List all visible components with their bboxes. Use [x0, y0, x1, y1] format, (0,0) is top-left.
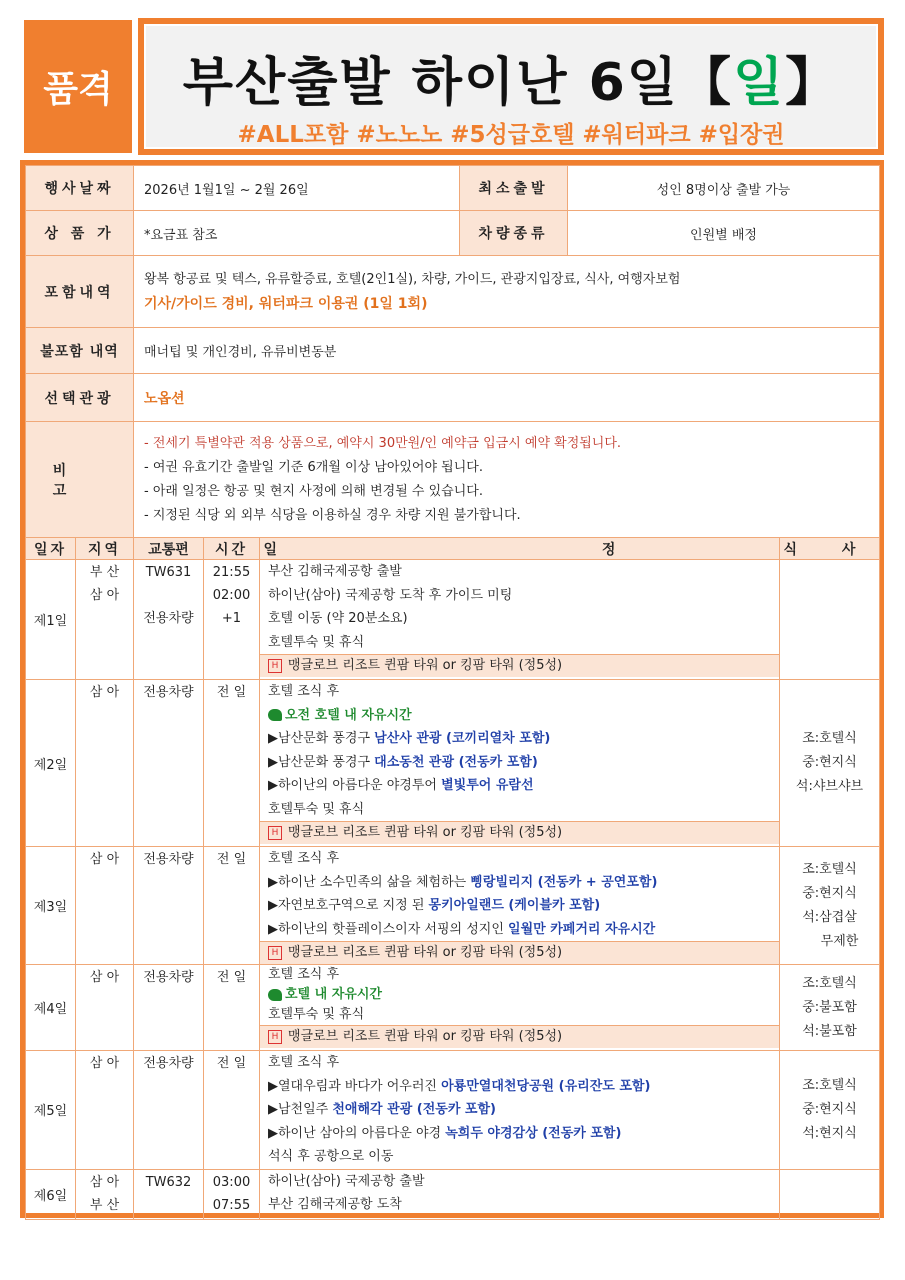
schedule-row-day1: [26, 560, 880, 680]
col-header-meal: 식 사: [780, 538, 880, 560]
notes-label: 비 고: [26, 422, 134, 538]
grade-badge-text: 품격: [43, 69, 113, 110]
included-extra-line: 기사/가이드 경비, 워터파크 이용권 (1일 1회): [144, 295, 428, 312]
note-line: - 지정된 식당 외 외부 식당을 이용하실 경우 차량 지원 불가합니다.: [144, 507, 521, 523]
time-cell: 전 일: [204, 847, 260, 965]
min-departure-value: 성인 8명이상 출발 가능: [568, 166, 880, 211]
leaf-icon: [268, 709, 282, 721]
schedule-table: [25, 537, 880, 1220]
region-cell: 삼 아: [76, 1051, 134, 1170]
col-header-region: 지역: [76, 538, 134, 560]
col-header-transport: 교통편: [134, 538, 204, 560]
product-info-table: [25, 165, 880, 538]
hotel-row: H 맹글로브 리조트 퀸팜 타워 or 킹팜 타워 (정5성): [260, 654, 779, 677]
vehicle-value: 인원별 배정: [568, 211, 880, 256]
schedule-row-day6: [26, 1169, 880, 1219]
day-label: 제5일: [26, 1051, 76, 1170]
hotel-icon: H: [268, 659, 282, 673]
transport-cell: TW632: [134, 1169, 204, 1219]
day-label: 제1일: [26, 560, 76, 680]
col-header-schedule: 일 정: [260, 538, 780, 560]
region-cell: 삼 아 부 산: [76, 1169, 134, 1219]
schedule-row-day5: [26, 1051, 880, 1170]
itinerary-sheet: [20, 160, 884, 1218]
notes-value: [134, 422, 880, 538]
meal-cell: 조:호텔식 중:현지식 석:삼겹살 무제한: [780, 847, 880, 965]
transport-cell: TW631 전용차량: [134, 560, 204, 680]
hotel-icon: H: [268, 1030, 282, 1044]
optional-tour-label: 선택관광: [26, 374, 134, 422]
itinerary-cell: 호텔 조식 후 ▶열대우림과 바다가 어우러진 아룡만열대천당공원 (유리잔도 포함) ▶남천일주 천애해각 관광 (전동카 포함) ▶하이난 삼아의 아름다운 야경 녹희두 야경감상 (전동카 포함) 석식 후 공항으로 이동: [260, 1051, 780, 1170]
title-highlight: 일: [733, 53, 786, 113]
date-value: 2026년 1월1일 ~ 2월 26일: [134, 166, 460, 211]
note-line: - 여권 유효기간 출발일 기준 6개월 이상 남아있어야 됩니다.: [144, 459, 483, 475]
day-label: 제2일: [26, 680, 76, 847]
hotel-icon: H: [268, 826, 282, 840]
itinerary-cell: 호텔 조식 후 오전 호텔 내 자유시간 ▶남산문화 풍경구 남산사 관광 (코끼리열차 포함) ▶남산문화 풍경구 대소동천 관광 (전동카 포함) ▶하이난의 아름다운 야경투어 별빛투어 유람선 호텔투숙 및 휴식 H 맹글로브 리조트 퀸팜 타워 or 킹팜 타워 (정5성): [260, 680, 780, 847]
schedule-row-day2: [26, 680, 880, 847]
time-cell: 전 일: [204, 1051, 260, 1170]
itinerary-cell: 호텔 조식 후 호텔 내 자유시간 호텔투숙 및 휴식 H 맹글로브 리조트 퀸팜 타워 or 킹팜 타워 (정5성): [260, 965, 780, 1051]
time-cell: 전 일: [204, 965, 260, 1051]
time-cell: 전 일: [204, 680, 260, 847]
meal-cell: 조:호텔식 중:불포함 석:불포함: [780, 965, 880, 1051]
leaf-icon: [268, 989, 282, 1001]
itinerary-cell: 부산 김해국제공항 출발 하이난(삼아) 국제공항 도착 후 가이드 미팅 호텔 이동 (약 20분소요) 호텔투숙 및 휴식 H 맹글로브 리조트 퀸팜 타워 or 킹팜 타워 (정5성): [260, 560, 780, 680]
meal-cell: [780, 560, 880, 680]
price-label: 상 품 가: [26, 211, 134, 256]
time-cell: 21:55 02:00 +1: [204, 560, 260, 680]
hotel-row: H 맹글로브 리조트 퀸팜 타워 or 킹팜 타워 (정5성): [260, 821, 779, 844]
included-label: 포함내역: [26, 256, 134, 328]
excluded-label: 불포함 내역: [26, 328, 134, 374]
day-label: 제4일: [26, 965, 76, 1051]
region-cell: 부 산 삼 아: [76, 560, 134, 680]
hotel-row: H 맹글로브 리조트 퀸팜 타워 or 킹팜 타워 (정5성): [260, 941, 779, 964]
vehicle-label: 차량종류: [460, 211, 568, 256]
included-value: [134, 256, 880, 328]
note-line: - 전세기 특별약관 적용 상품으로, 예약시 30만원/인 예약금 입금시 예약 확정됩니다.: [144, 435, 622, 451]
transport-cell: 전용차량: [134, 965, 204, 1051]
time-cell: 03:00 07:55: [204, 1169, 260, 1219]
title-box: [138, 18, 884, 155]
price-value: *요금표 참조: [134, 211, 460, 256]
schedule-row-day4: [26, 965, 880, 1051]
transport-cell: 전용차량: [134, 680, 204, 847]
schedule-row-day3: [26, 847, 880, 965]
itinerary-cell: 하이난(삼아) 국제공항 출발 부산 김해국제공항 도착: [260, 1169, 780, 1219]
min-departure-label: 최소출발: [460, 166, 568, 211]
included-line: 왕복 항공료 및 텍스, 유류할증료, 호텔(2인1실), 차량, 가이드, 관광지입장료, 식사, 여행자보험: [144, 271, 681, 287]
meal-cell: 조:호텔식 중:현지식 석:현지식: [780, 1051, 880, 1170]
transport-cell: 전용차량: [134, 1051, 204, 1170]
grade-badge: [24, 20, 132, 153]
optional-tour-value: 노옵션: [134, 374, 880, 422]
note-line: - 아래 일정은 항공 및 현지 사정에 의해 변경될 수 있습니다.: [144, 483, 483, 499]
excluded-value: 매너팁 및 개인경비, 유류비변동분: [134, 328, 880, 374]
day-label: 제6일: [26, 1169, 76, 1219]
col-header-day: 일자: [26, 538, 76, 560]
itinerary-cell: 호텔 조식 후 ▶하이난 소수민족의 삶을 체험하는 삥랑빌리지 (전동카 + 공연포함) ▶자연보호구역으로 지정 된 몽키아일랜드 (케이블카 포함) ▶하이난의 핫플레이스이자 서핑의 성지인 일월만 카페거리 자유시간 H 맹글로브 리조트 퀸팜 타워 or 킹팜 타워 (정5성): [260, 847, 780, 965]
region-cell: 삼 아: [76, 680, 134, 847]
region-cell: 삼 아: [76, 847, 134, 965]
col-header-time: 시간: [204, 538, 260, 560]
meal-cell: 조:호텔식 중:현지식 석:샤브샤브: [780, 680, 880, 847]
meal-cell: [780, 1169, 880, 1219]
page-title: 부산출발 하이난 6일【일】: [182, 53, 840, 113]
transport-cell: 전용차량: [134, 847, 204, 965]
hashtag-subtitle: #ALL포함 #노노노 #5성급호텔 #워터파크 #입장권: [237, 122, 785, 148]
region-cell: 삼 아: [76, 965, 134, 1051]
hotel-row: H 맹글로브 리조트 퀸팜 타워 or 킹팜 타워 (정5성): [260, 1025, 779, 1048]
day-label: 제3일: [26, 847, 76, 965]
hotel-icon: H: [268, 946, 282, 960]
date-label: 행사날짜: [26, 166, 134, 211]
